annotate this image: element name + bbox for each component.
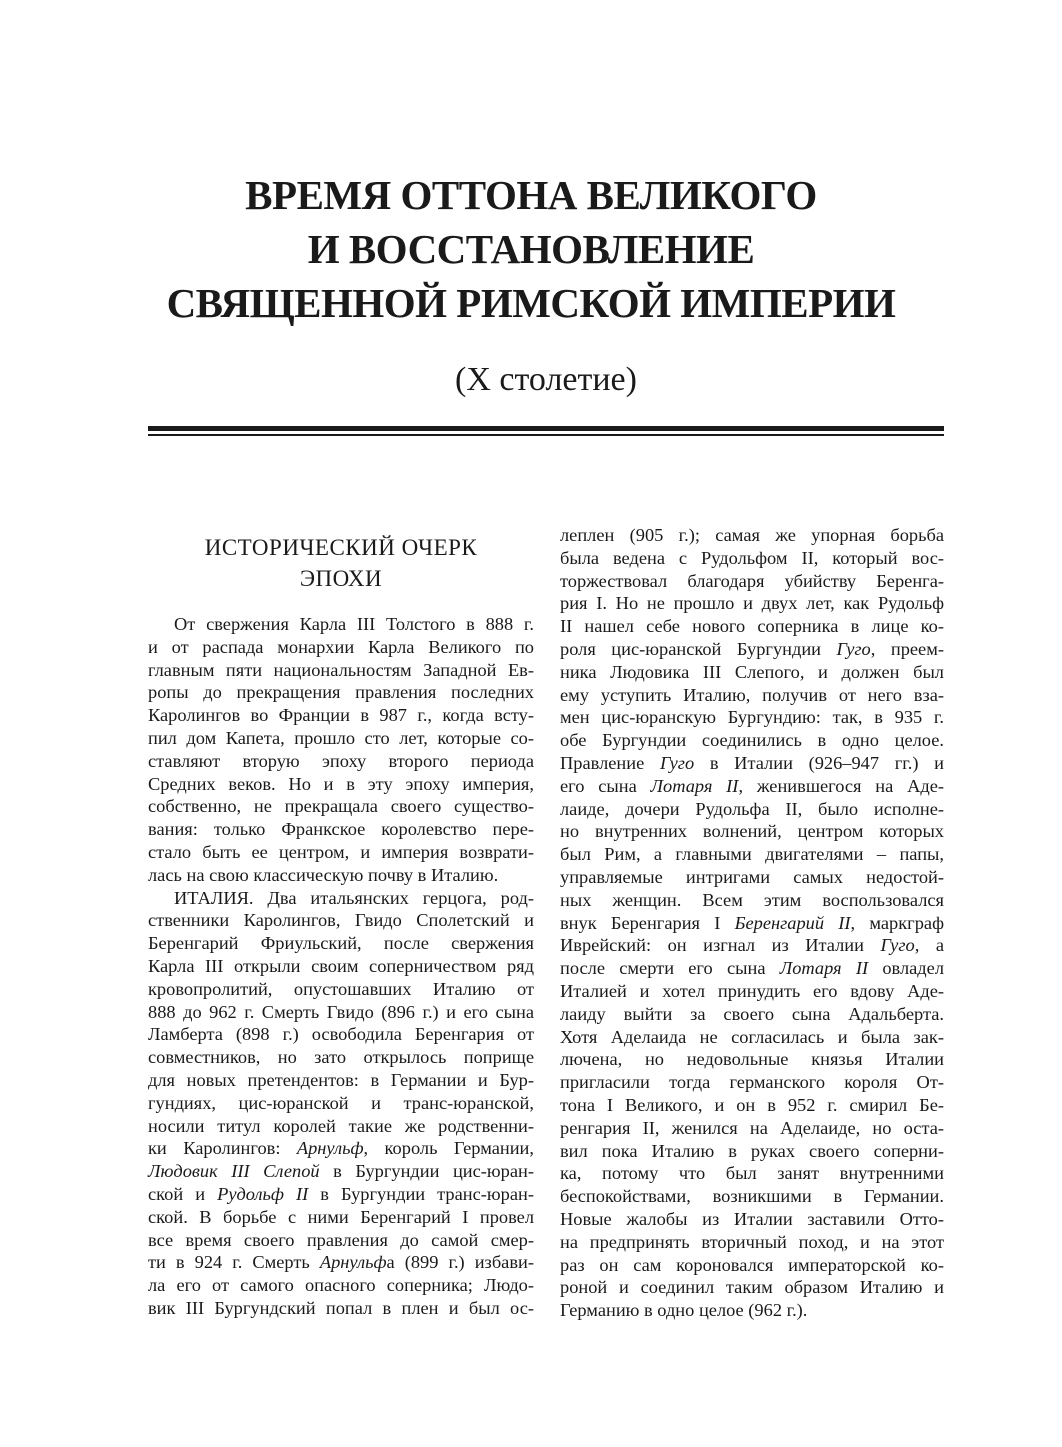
italic-name: Гуго [880, 935, 915, 956]
text-line: и от распада монархии Карла Великого по [148, 636, 534, 657]
italic-name: Беренгарий II [734, 912, 851, 933]
italic-name: Арнульф [319, 1252, 387, 1273]
chapter-title-line: ВРЕМЯ ОТТОНА ВЕЛИКОГО [245, 172, 817, 218]
text-line: кровопролитий, опустошавших Италию от [148, 978, 534, 999]
right-text-column [560, 524, 944, 1322]
text-line: внук Беренгария I Беренгарий II, маркграф [560, 912, 944, 933]
title-rule-thin [148, 434, 944, 436]
text-line: все время своего правления до самой смер- [148, 1229, 534, 1250]
text-line: обе Бургундии соединились в одно целое. [560, 730, 944, 751]
text-line: Германию в одно целое (962 г.). [560, 1300, 808, 1321]
text-line: ской и Рудольф II в Бургундии транс-юран- [148, 1183, 534, 1204]
text-line: рия I. Но не прошло и двух лет, как Рудольф [560, 593, 944, 614]
left-text-column [148, 613, 534, 1320]
text-line: Каролингов во Франции в 987 г., когда всту- [148, 705, 534, 726]
text-line: Правление Гуго в Италии (926–947 гг.) и [560, 752, 944, 773]
section-heading-line: ИСТОРИЧЕСКИЙ ОЧЕРК [204, 535, 478, 560]
section-heading [148, 532, 534, 594]
text-line: собственно, не прекращала своего существо- [148, 796, 534, 817]
text-line: носили титул королей такие же родственни- [148, 1115, 534, 1136]
text-line: пригласили тогда германского короля От- [560, 1072, 944, 1093]
text-line: ской. В борьбе с ними Беренгарий I провел [148, 1206, 534, 1227]
italic-name: Гуго [836, 638, 871, 659]
text-line: ИТАЛИЯ. Два итальянских герцога, род- [174, 887, 534, 908]
italic-name: Гуго [659, 752, 695, 773]
section-heading-line: ЭПОХИ [299, 566, 383, 591]
text-line: лючена, но недовольные князья Италии [560, 1049, 944, 1070]
text-line: вик III Бургундский попал в плен и был ос- [148, 1297, 534, 1318]
text-line: пил дом Капета, прошло сто лет, которые со- [148, 727, 534, 748]
text-line: 888 до 962 г. Смерть Гвидо (896 г.) и его сына [148, 1001, 534, 1022]
italic-name: Лотаря II [650, 775, 739, 796]
text-line: лась на свою классическую почву в Италию. [148, 864, 499, 885]
text-line: для новых претендентов: в Германии и Бур- [148, 1069, 534, 1090]
text-line: ки Каролингов: Арнульф, король Германии, [148, 1138, 534, 1159]
text-line: беспокойствами, возникшими в Германии. [560, 1186, 944, 1207]
text-line: роной и соединил таким образом Италию и [560, 1277, 944, 1298]
italic-name: Арнульф [296, 1138, 364, 1159]
chapter-title [0, 168, 1062, 330]
text-line: управляемые интригами самых недостой- [560, 866, 944, 887]
text-line: ных женщин. Всем этим воспользовался [560, 889, 944, 910]
text-line: Италией и хотел принудить его вдову Аде- [560, 980, 944, 1001]
text-line: совместников, но зато открылось поприще [148, 1047, 534, 1068]
text-line: на предпринять вторичный поход, и на этот [560, 1231, 944, 1252]
text-line: была ведена с Рудольфом II, который вос- [560, 547, 944, 568]
text-line: раз он сам короновался императорской ко- [560, 1254, 944, 1275]
chapter-subtitle: (X столетие) [455, 361, 637, 398]
text-line: но внутренних волнений, центром которых [560, 821, 944, 842]
text-line: мен цис-юранскую Бургундию: так, в 935 г. [560, 707, 944, 728]
italic-name: Лотаря II [779, 958, 869, 979]
text-line: ропы до прекращения правления последних [148, 682, 534, 703]
title-rule-thick [148, 426, 944, 431]
text-line: ему уступить Италию, получив от него вза- [560, 684, 944, 705]
text-line: вания: только Франкское королевство пере- [148, 819, 534, 840]
text-line: II нашел себе нового соперника в лице ко- [560, 616, 944, 637]
text-line: леплен (905 г.); самая же упорная борьба [560, 525, 944, 545]
text-line: ла его от самого опасного соперника; Людо- [148, 1275, 534, 1296]
text-line: главным пяти национальностям Западной Ев- [148, 659, 534, 680]
text-line: лаиду выйти за своего сына Адальберта. [560, 1003, 944, 1024]
italic-name: Людовик III Слепой [148, 1161, 320, 1182]
text-line: тона I Великого, и он в 952 г. смирил Бе- [560, 1094, 944, 1115]
text-line: был Рим, а главными двигателями – папы, [560, 844, 944, 865]
text-line: Беренгарий Фриульский, после свержения [148, 933, 534, 954]
text-line: вил пока Италию в руках своего соперни- [560, 1140, 944, 1161]
text-line: Ламберта (898 г.) освободила Беренгария от [148, 1024, 534, 1045]
text-line: От свержения Карла III Толстого в 888 г. [174, 614, 534, 634]
text-line: Карла III открыли своим соперничеством ряд [148, 955, 534, 976]
text-line: Людовик III Слепой в Бургундии цис-юран- [148, 1161, 534, 1182]
text-line: торжествовал благодаря убийству Беренга- [560, 570, 944, 591]
text-line: Хотя Аделаида не согласилась и была зак- [560, 1026, 944, 1047]
text-line: ка, потому что был занят внутренними [560, 1163, 944, 1184]
text-line: Новые жалобы из Италии заставили Отто- [560, 1208, 944, 1229]
text-line: ставляют вторую эпоху второго периода [148, 750, 534, 771]
italic-name: Рудольф II [217, 1183, 309, 1204]
text-line: стало быть ее центром, и империя возврати- [148, 841, 534, 862]
chapter-title-line: СВЯЩЕННОЙ РИМСКОЙ ИМПЕРИИ [166, 280, 896, 326]
text-line: Иврейский: он изгнал из Италии Гуго, а [560, 935, 944, 956]
chapter-title-line: И ВОССТАНОВЛЕНИЕ [307, 226, 755, 272]
text-line: ти в 924 г. Смерть Арнульфа (899 г.) избави- [148, 1252, 534, 1273]
text-line: ственники Каролингов, Гвидо Сполетский и [148, 910, 534, 931]
text-line: после смерти его сына Лотаря II овладел [560, 958, 944, 979]
text-line: роля цис-юранской Бургундии Гуго, преем- [560, 638, 944, 659]
text-line: гундиях, цис-юранской и транс-юранской, [148, 1092, 534, 1113]
text-line: лаиде, дочери Рудольфа II, было исполне- [560, 798, 944, 819]
text-line: его сына Лотаря II, женившегося на Аде- [560, 775, 944, 796]
text-line: ника Людовика III Слепого, и должен был [560, 661, 944, 682]
text-line: ренгария II, женился на Аделаиде, но оста- [560, 1117, 944, 1138]
text-line: Средних веков. Но и в эту эпоху империя, [148, 773, 534, 794]
